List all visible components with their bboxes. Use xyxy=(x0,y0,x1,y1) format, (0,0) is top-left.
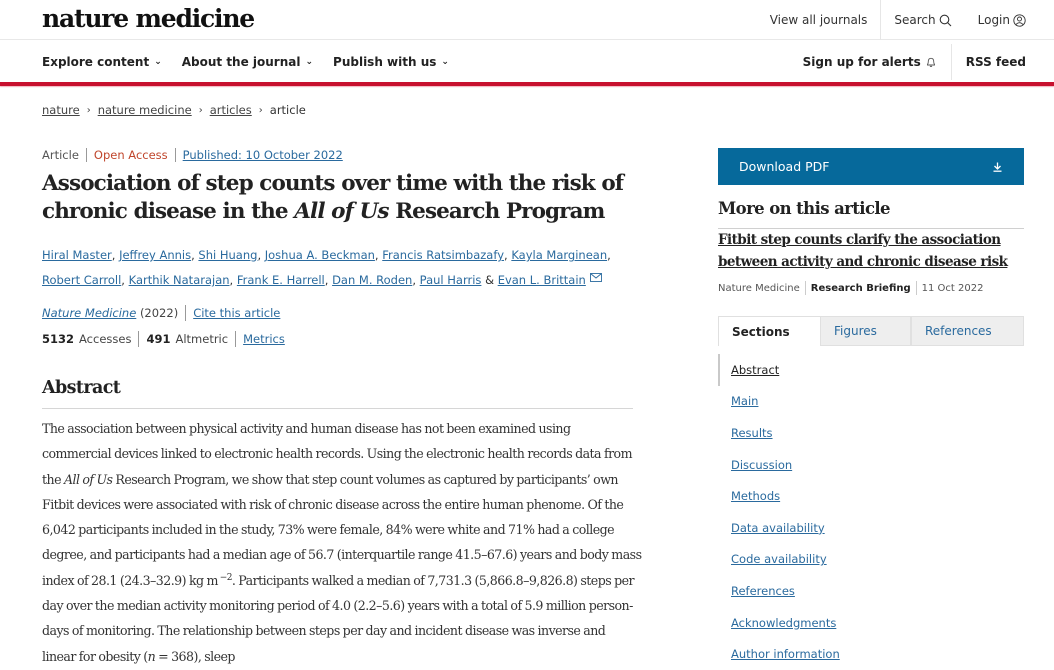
breadcrumb-current: article xyxy=(269,103,306,117)
sections-list xyxy=(718,354,1024,670)
abstract-italic: All of Us xyxy=(63,471,113,487)
chevron-down-icon: ⌄ xyxy=(305,56,314,67)
related-type: Research Briefing xyxy=(810,282,911,294)
tab-sections[interactable]: Sections xyxy=(718,316,820,346)
published-date-link[interactable]: Published: 10 October 2022 xyxy=(182,148,343,162)
related-date: 11 Oct 2022 xyxy=(921,282,984,294)
abstract-italic: n xyxy=(147,648,156,664)
abstract-text xyxy=(42,416,642,669)
section-link-main[interactable] xyxy=(718,386,1024,418)
title-text: Association of step counts over time with the risk of chronic disease in the xyxy=(42,171,624,224)
accesses-count: 5132 xyxy=(42,332,75,346)
altmetric-count: 491 xyxy=(146,332,171,346)
section-link-abstract[interactable] xyxy=(718,354,1024,386)
email-icon[interactable] xyxy=(590,273,602,282)
section-link-code-availability[interactable] xyxy=(718,544,1024,576)
title-text-end: Research Program xyxy=(388,199,605,224)
chevron-right-icon: › xyxy=(198,104,203,116)
search-button[interactable] xyxy=(881,0,964,40)
section-link-author-information[interactable] xyxy=(718,638,1024,670)
journal-logo[interactable]: nature medicine xyxy=(42,4,255,33)
nav-menus xyxy=(42,41,449,82)
author-ampersand: & xyxy=(485,273,495,287)
tab-figures[interactable]: Figures xyxy=(820,316,911,346)
download-icon xyxy=(993,162,1002,172)
publish-with-us-label: Publish with us xyxy=(333,54,437,69)
search-icon xyxy=(939,14,952,27)
journal-citation xyxy=(42,305,280,321)
main-nav xyxy=(0,41,1054,82)
top-bar xyxy=(0,0,1054,40)
breadcrumb-nature[interactable]: nature xyxy=(42,103,80,117)
journal-link[interactable] xyxy=(42,306,136,320)
about-journal-menu[interactable] xyxy=(182,55,313,69)
divider xyxy=(185,305,186,321)
chevron-right-icon: › xyxy=(86,104,91,116)
nav-actions xyxy=(789,41,1026,82)
divider xyxy=(916,281,917,295)
article-meta xyxy=(42,148,343,162)
abstract-part: Research Program, we show that step count volumes as captured by participants’ own Fitbit devices were associated with risk of chronic disease across the entire human phenome. Of the 6,042 participants included in the study, 73% were female, 84% were white and 71% had a college degree, and participants had a median age of 56.7 (interquartile range 41.5–67.6) years and body mass index of 28.1 (24.3–32.9) kg m xyxy=(42,471,642,588)
user-icon xyxy=(1013,14,1026,27)
related-article-link[interactable]: Fitbit step counts clarify the association between activity and chronic disease risk xyxy=(718,232,1008,270)
section-label: Data availability xyxy=(731,520,825,535)
related-source: Nature Medicine xyxy=(718,282,800,294)
breadcrumb xyxy=(42,103,306,117)
author-list: Hiral Master, Jeffrey Annis, Shi Huang, Joshua A. Beckman, Francis Ratsimbazafy, Kayla Marginean, Robert Carroll, Karthik Natarajan, Frank E. Harrell, Dan M. Roden, Paul Harris & Evan L. Brittain xyxy=(42,248,611,287)
more-on-article-heading: More on this article xyxy=(718,199,1024,229)
breadcrumb-nature-medicine[interactable]: nature medicine xyxy=(97,103,192,117)
explore-content-menu[interactable] xyxy=(42,55,162,69)
download-pdf-button[interactable] xyxy=(718,148,1024,185)
login-label: Login xyxy=(977,13,1010,27)
article-metrics xyxy=(42,331,285,347)
cite-article-link[interactable]: Cite this article xyxy=(193,306,281,320)
section-label: Acknowledgments xyxy=(731,615,837,630)
divider xyxy=(235,331,236,347)
divider xyxy=(175,148,176,162)
section-link-results[interactable] xyxy=(718,417,1024,449)
accesses-label: Accesses xyxy=(79,332,132,346)
about-journal-label: About the journal xyxy=(181,54,301,69)
author-link[interactable]: Paul Harris xyxy=(419,273,482,287)
article-title xyxy=(42,170,642,226)
view-all-journals-label: View all journals xyxy=(769,13,868,27)
metrics-link[interactable]: Metrics xyxy=(243,332,285,346)
login-button[interactable] xyxy=(965,0,1026,40)
article-type: Article xyxy=(42,148,79,162)
divider xyxy=(138,331,139,347)
section-link-data-availability[interactable] xyxy=(718,512,1024,544)
abstract-superscript: −2 xyxy=(217,572,232,583)
top-utility-links xyxy=(757,0,1026,40)
bell-icon xyxy=(925,56,937,68)
section-label: Code availability xyxy=(731,552,827,567)
author-link[interactable]: Frank E. Harrell xyxy=(236,273,325,287)
abstract-part: . Participants walked a median of 7,731.3 (5,866.8–9,826.8) steps per day over the median activity monitoring period of 4.0 (2.2–5.6) years with a total of 5.9 million person-days of monitoring. The relationship between steps per day and incident disease was inverse and linear for obesity ( xyxy=(42,572,634,664)
rss-feed-link[interactable] xyxy=(952,44,1026,80)
breadcrumb-articles[interactable]: articles xyxy=(209,103,252,117)
author-link[interactable]: Jeffrey Annis xyxy=(119,248,192,262)
rss-feed-label: RSS feed xyxy=(965,54,1026,69)
sidebar-tabs xyxy=(718,316,1024,346)
author-link[interactable]: Robert Carroll xyxy=(42,273,122,287)
abstract-part: = 368), sleep xyxy=(155,648,235,664)
author-link[interactable]: Hiral Master xyxy=(42,248,112,262)
abstract-part: The association between physical activity and human disease has not been examined using commercial devices linked to electronic health records. Using the electronic health records data from the xyxy=(42,421,632,487)
section-label: Results xyxy=(731,425,773,440)
brand-divider xyxy=(0,82,1054,86)
publish-with-us-menu[interactable] xyxy=(333,55,449,69)
chevron-right-icon: › xyxy=(258,104,263,116)
author-link[interactable]: Francis Ratsimbazafy xyxy=(382,248,505,262)
corresponding-author-link[interactable]: Evan L. Brittain xyxy=(497,273,586,287)
author-link[interactable]: Joshua A. Beckman xyxy=(264,248,375,262)
journal-name: Nature Medicine xyxy=(42,306,137,320)
section-link-references[interactable] xyxy=(718,575,1024,607)
divider xyxy=(86,148,87,162)
author-link[interactable]: Shi Huang xyxy=(198,248,258,262)
altmetric-label: Altmetric xyxy=(175,332,229,346)
section-label: Author information xyxy=(731,647,840,662)
journal-year: (2022) xyxy=(139,306,179,320)
author-link[interactable]: Kayla Marginean xyxy=(511,248,608,262)
chevron-down-icon: ⌄ xyxy=(441,56,449,67)
section-link-discussion[interactable] xyxy=(718,449,1024,481)
title-italic: All of Us xyxy=(294,199,389,224)
open-access-badge: Open Access xyxy=(93,148,168,162)
chevron-down-icon: ⌄ xyxy=(154,56,162,67)
abstract-heading: Abstract xyxy=(42,378,633,409)
tab-references[interactable]: References xyxy=(911,316,1024,346)
sign-up-alerts-button[interactable] xyxy=(789,44,952,80)
view-all-journals-link[interactable] xyxy=(757,0,882,40)
section-label: Discussion xyxy=(731,457,793,472)
author-link[interactable]: Karthik Natarajan xyxy=(128,273,230,287)
author-link[interactable]: Dan M. Roden xyxy=(332,273,413,287)
section-link-methods[interactable] xyxy=(718,480,1024,512)
section-label: Methods xyxy=(731,489,781,504)
section-label: Abstract xyxy=(731,362,780,377)
explore-content-label: Explore content xyxy=(42,54,150,69)
related-article-meta xyxy=(718,281,983,295)
search-label: Search xyxy=(894,13,936,27)
divider xyxy=(805,281,806,295)
download-pdf-label: Download PDF xyxy=(739,159,830,174)
sign-up-alerts-label: Sign up for alerts xyxy=(802,54,921,69)
section-label: Main xyxy=(731,394,759,409)
section-label: References xyxy=(731,583,795,598)
section-link-acknowledgments[interactable] xyxy=(718,607,1024,639)
